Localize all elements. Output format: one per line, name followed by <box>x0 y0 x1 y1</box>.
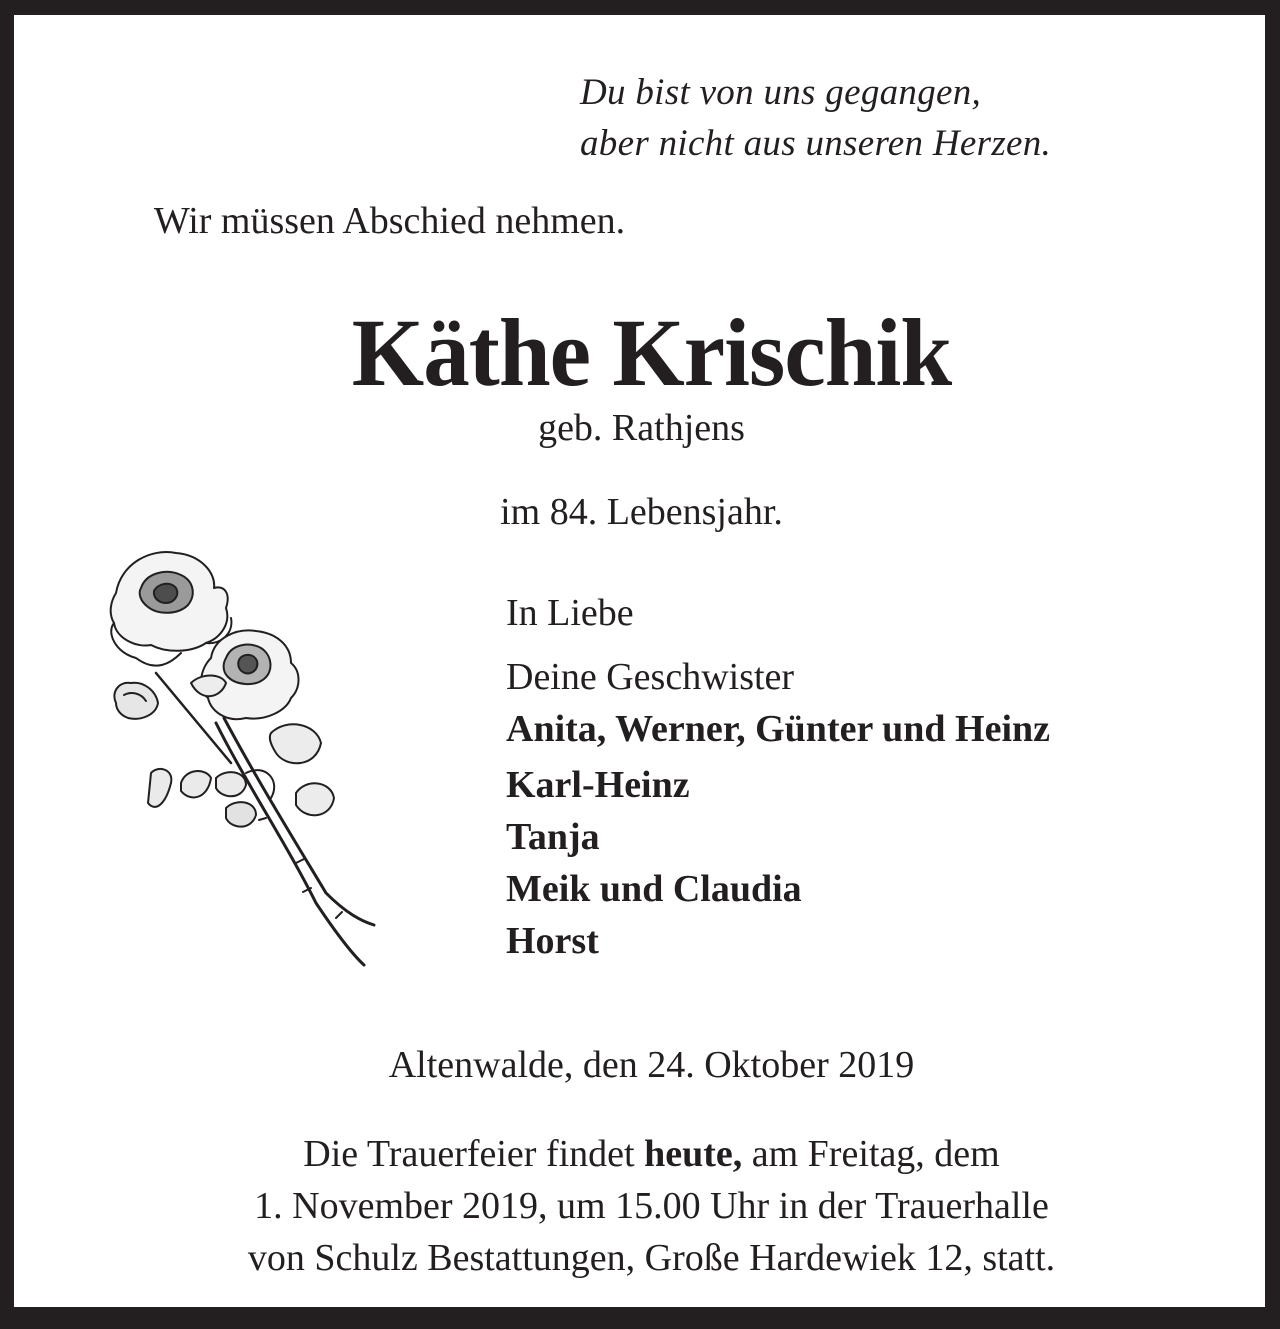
roses-icon <box>96 533 376 973</box>
signer-name: Horst <box>506 920 599 962</box>
emphasis-today: heute, <box>644 1133 743 1175</box>
deceased-name: Käthe Krischik <box>351 299 952 406</box>
signer-name: Karl-Heinz <box>506 764 690 806</box>
place-date: Altenwalde, den 24. Oktober 2019 <box>388 1044 915 1086</box>
ceremony-line-1: Die Trauerfeier findet heute, am Freitag, dem <box>303 1133 1000 1175</box>
motto-line-1: Du bist von uns gegangen, <box>580 72 982 113</box>
signer-name: Meik und Claudia <box>506 868 802 910</box>
signer-name: Tanja <box>506 816 600 858</box>
motto-line-2: aber nicht aus unseren Herzen. <box>580 123 1052 164</box>
signers-block <box>506 587 1050 967</box>
love-line: In Liebe <box>506 592 634 634</box>
intro-text: Wir müssen Abschied nehmen. <box>153 200 626 242</box>
ceremony-line-3: von Schulz Bestattungen, Große Hardewiek 12, statt. <box>247 1237 1056 1279</box>
siblings-label: Deine Geschwister <box>506 656 795 698</box>
age-line: im 84. Lebensjahr. <box>500 491 783 533</box>
motto-quote <box>580 67 1051 169</box>
siblings-names: Anita, Werner, Günter und Heinz <box>506 708 1051 750</box>
ceremony-notice <box>26 1128 1277 1284</box>
ceremony-line-2: 1. November 2019, um 15.00 Uhr in der Trauerhalle <box>254 1185 1049 1227</box>
maiden-name: geb. Rathjens <box>538 407 745 449</box>
obituary-card <box>14 15 1265 1307</box>
